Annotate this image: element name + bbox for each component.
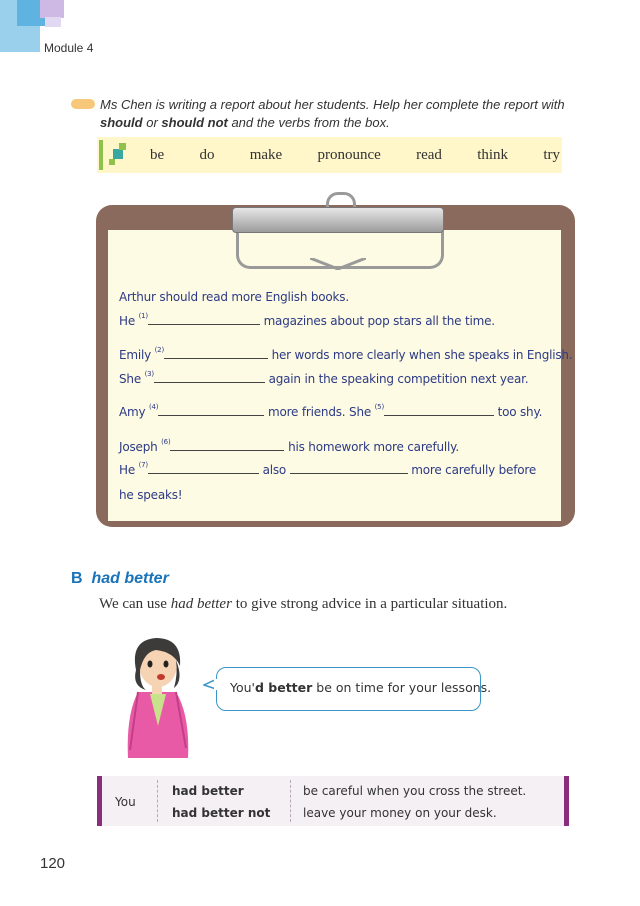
answer-blank[interactable] [290, 463, 408, 474]
report-line: She $^{(3)}$ again in the speaking competition next year. [119, 370, 529, 386]
report-line: Amy $^{(4)}$ more friends. She $^{(5)}$ too shy. [119, 403, 543, 419]
clip-bar [232, 207, 444, 233]
corner-decoration [45, 17, 61, 27]
table-cell: be careful when you cross the street. [303, 784, 527, 798]
table-subject: You [115, 795, 136, 809]
answer-blank[interactable] [164, 348, 268, 359]
answer-blank[interactable] [148, 463, 259, 474]
report-line: He $^{(1)}$ magazines about pop stars all the time. [119, 312, 495, 328]
table-divider [290, 780, 291, 822]
word-list [150, 137, 560, 173]
exercise-marker-icon [71, 99, 95, 109]
report-line: He $^{(7)}$ also more carefully before [119, 461, 537, 477]
speech-text: You'd better be on time for your lessons. [230, 680, 492, 695]
table-cell: had better [172, 784, 244, 798]
page-number: 120 [40, 855, 66, 872]
section-description: We can use had better to give strong advice in a particular situation. [99, 596, 508, 612]
report-line: Joseph $^{(6)}$ his homework more carefully. [119, 438, 459, 454]
module-label: Module 4 [44, 41, 94, 55]
corner-decoration [40, 0, 64, 18]
word-item: do [199, 146, 215, 163]
word-item: try [543, 146, 560, 163]
table-accent-bar [564, 776, 569, 826]
speech-bubble-tail-cover [214, 679, 219, 690]
answer-blank[interactable] [158, 405, 264, 416]
answer-blank[interactable] [154, 372, 265, 383]
answer-blank[interactable] [170, 440, 284, 451]
word-item: make [249, 146, 283, 163]
answer-blank[interactable] [384, 405, 494, 416]
word-item: think [477, 146, 509, 163]
table-divider [157, 780, 158, 822]
clip-notch [310, 258, 366, 270]
word-item: pronounce [317, 146, 381, 163]
report-line: he speaks! [119, 488, 183, 502]
word-item: read [416, 146, 442, 163]
teacher-illustration-icon [116, 630, 198, 760]
table-cell: leave your money on your desk. [303, 806, 497, 820]
section-heading: B had better [71, 570, 169, 587]
word-item: be [150, 146, 165, 163]
table-accent-bar [97, 776, 102, 826]
instructions: Ms Chen is writing a report about her students. Help her complete the report with should or should not and the verbs from the box. [100, 97, 565, 130]
word-box-icon [99, 140, 129, 170]
table-cell: had better not [172, 806, 271, 820]
report-line: Arthur should read more English books. [119, 290, 349, 304]
answer-blank[interactable] [148, 314, 260, 325]
report-line: Emily $^{(2)}$ her words more clearly when she speaks in English. [119, 346, 573, 362]
